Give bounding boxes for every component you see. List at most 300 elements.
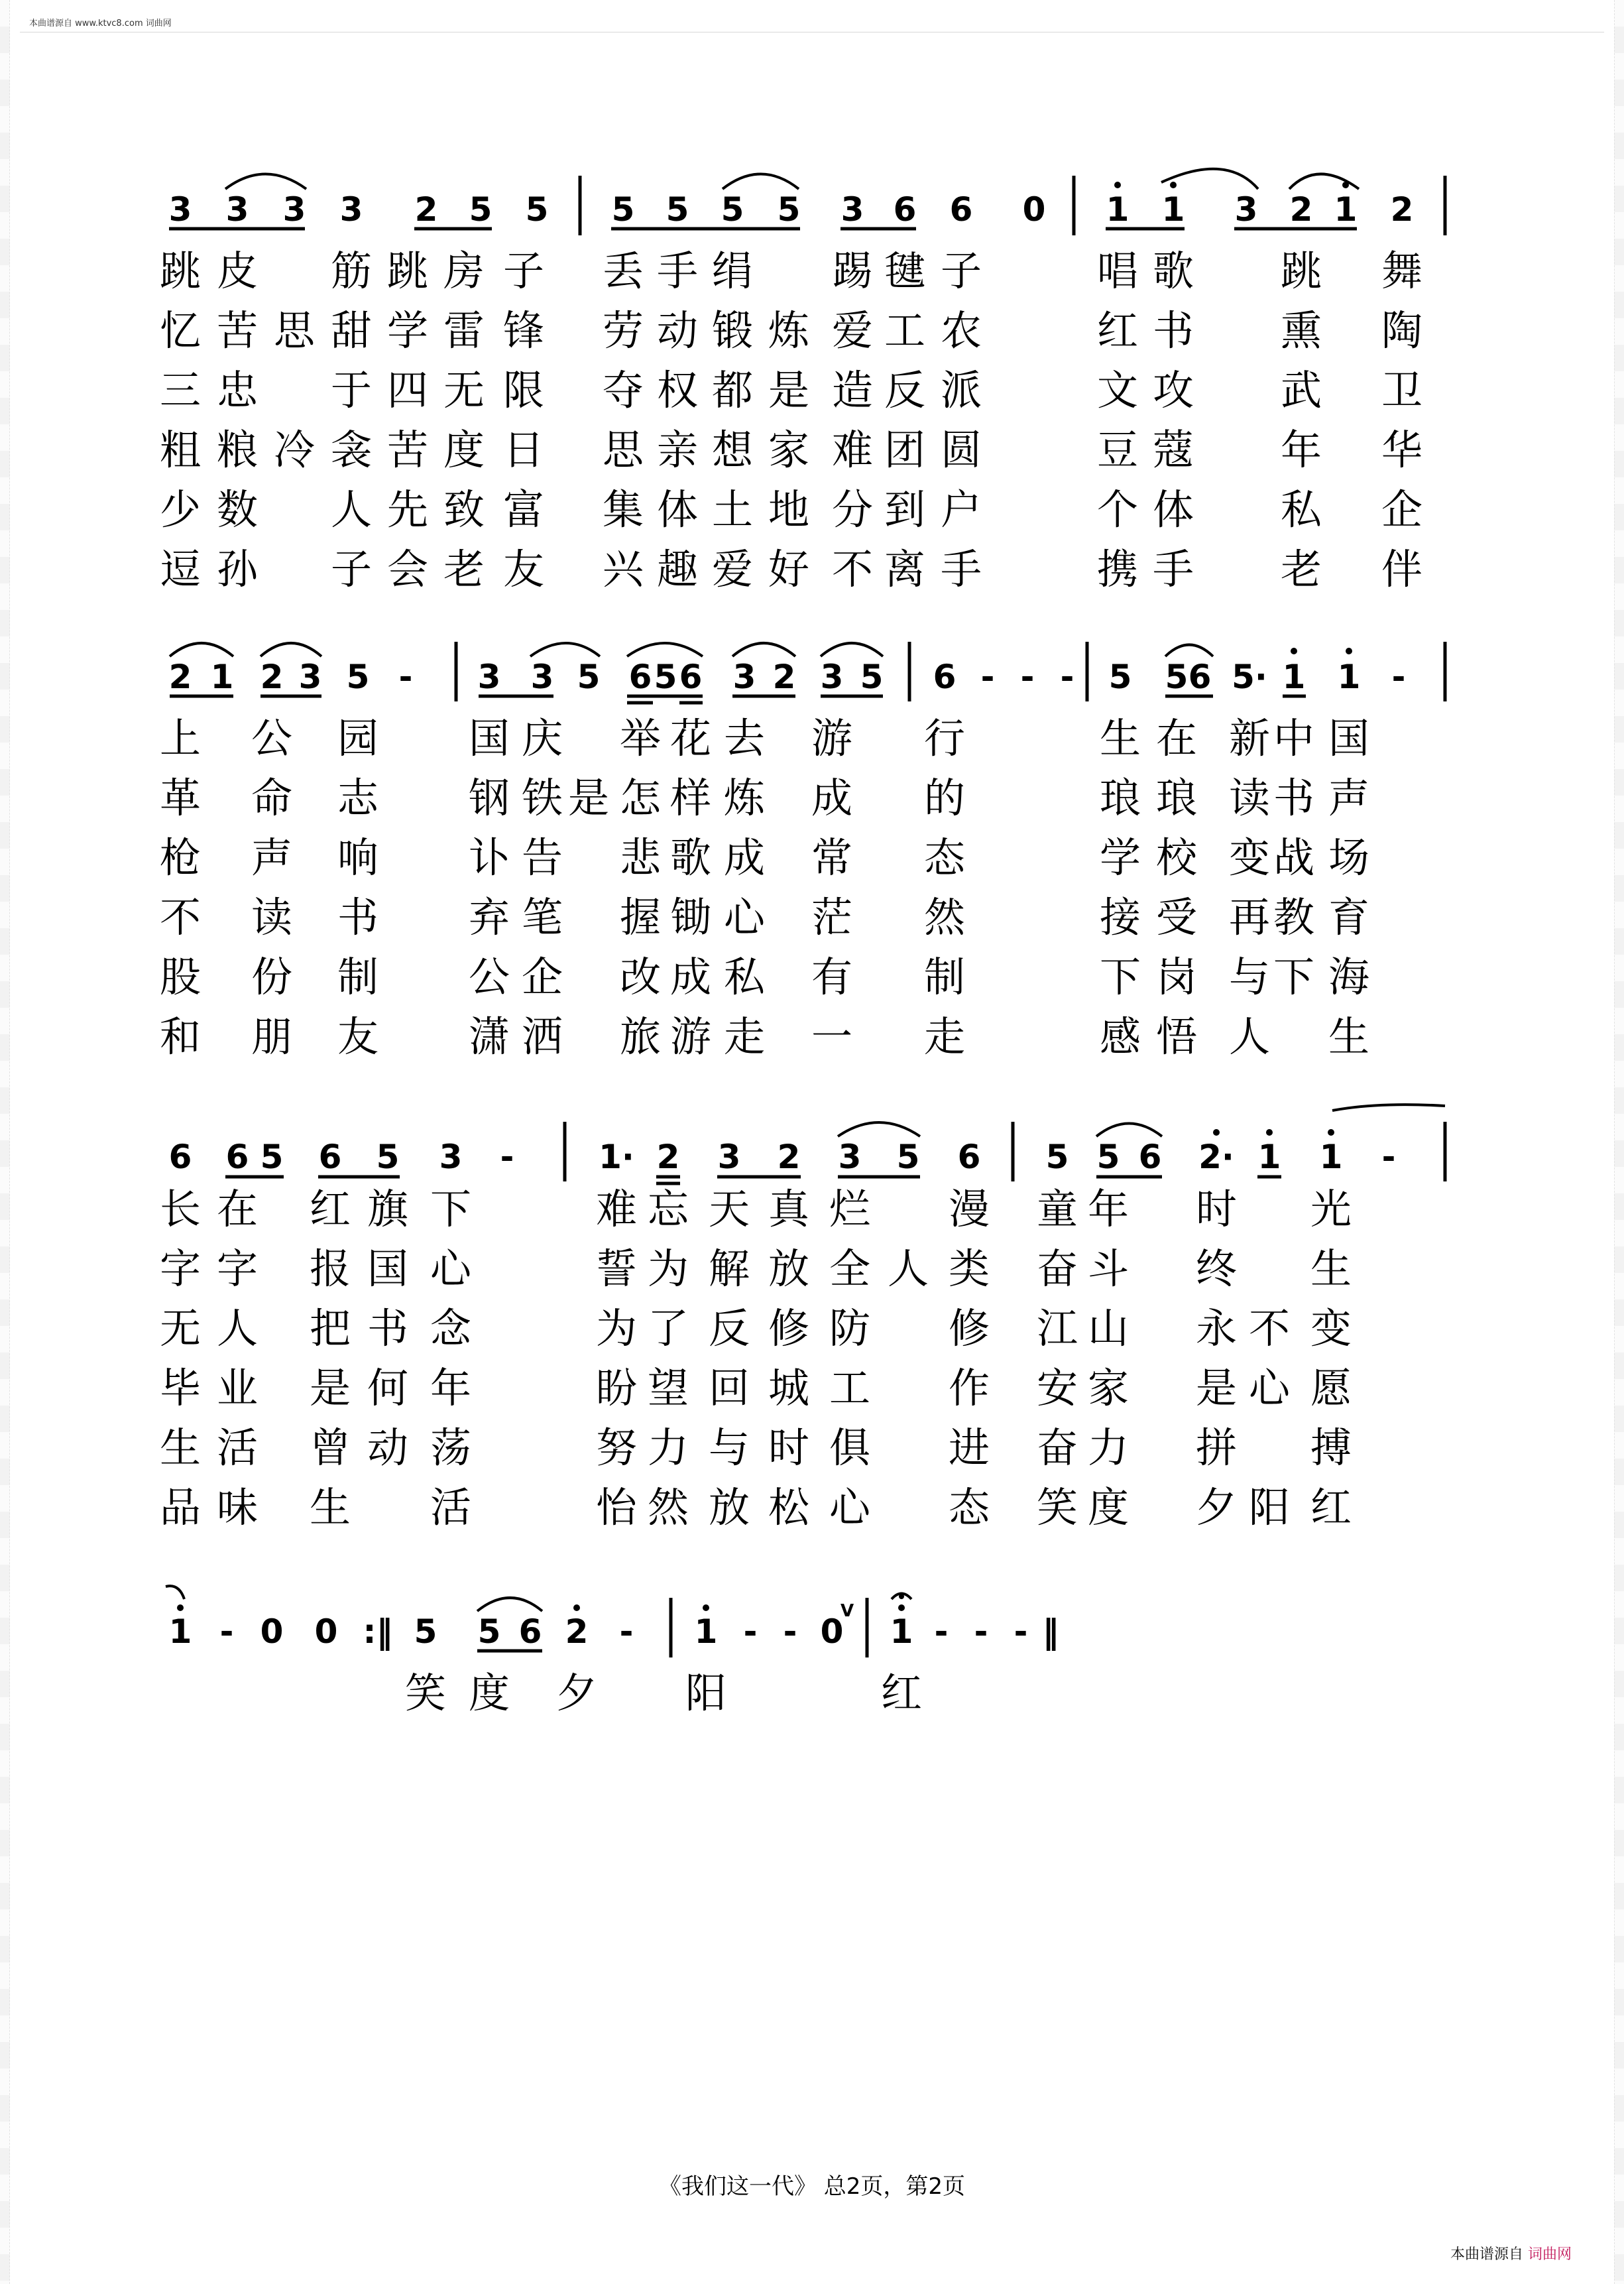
note: 6	[168, 1138, 192, 1176]
lyric-char: 报	[309, 1244, 351, 1293]
lyric-char: 圆	[940, 426, 982, 474]
lyric-char: 思	[602, 426, 644, 474]
lyric-char: 炼	[768, 306, 810, 355]
note: -	[1391, 658, 1406, 696]
slur	[530, 643, 600, 656]
lyric-line	[160, 247, 1422, 295]
lyric-char: 荡	[430, 1423, 472, 1472]
octave-dot	[1170, 182, 1177, 188]
lyric-char: 志	[337, 774, 379, 822]
lyric-char: 学	[386, 306, 429, 355]
lyric-char: 红	[309, 1185, 351, 1233]
note: -	[743, 1612, 758, 1651]
lyric-char: 造	[831, 366, 874, 414]
lyric-char: 与	[1228, 953, 1271, 1001]
system-3-notation	[169, 1105, 1445, 1183]
system-2-notation	[169, 642, 1445, 703]
note: 3	[838, 1138, 862, 1176]
slur	[1096, 1124, 1162, 1137]
lyric-char: 红	[880, 1669, 923, 1717]
note: 1	[1319, 1138, 1343, 1176]
lyric-char: 然	[923, 893, 966, 941]
note: 1·	[599, 1138, 634, 1176]
lyric-char: 集	[602, 485, 644, 534]
lyric-char: 是	[567, 774, 610, 822]
note: 3	[168, 190, 192, 229]
note: 5	[1045, 1138, 1069, 1176]
note: 1	[694, 1612, 718, 1651]
lyric-char: 庆	[521, 714, 563, 762]
lyric-char: 下	[1273, 953, 1315, 1001]
note: 1	[1161, 190, 1185, 229]
lyric-char: 永	[1195, 1304, 1238, 1352]
lyric-char: 斗	[1087, 1244, 1130, 1293]
lyric-char: 曾	[309, 1423, 351, 1472]
octave-dot	[898, 1604, 905, 1611]
lyric-char: 友	[337, 1012, 379, 1061]
system-1-lyrics	[160, 247, 1422, 593]
lyric-char: 为	[647, 1244, 689, 1293]
lyric-char: 反	[708, 1304, 750, 1352]
note: 3	[339, 190, 363, 229]
footer-source-brand: 词曲网	[1528, 2246, 1572, 2263]
lyric-char: 红	[1096, 306, 1139, 355]
lyric-line	[160, 774, 1369, 822]
lyric-char: 受	[1155, 893, 1198, 941]
lyric-char: 声	[251, 833, 293, 882]
slur	[1165, 645, 1213, 657]
lyric-char: 派	[940, 366, 982, 414]
lyric-line	[160, 953, 1369, 1001]
system-1-notation	[169, 169, 1445, 235]
lyric-char: 锋	[502, 306, 545, 355]
lyric-char: 攻	[1152, 366, 1194, 414]
note: 2	[1289, 190, 1313, 229]
lyric-char: 字	[159, 1244, 202, 1293]
note: 5	[1108, 658, 1132, 696]
lyric-char: 成	[723, 833, 766, 882]
lyric-char: 生	[309, 1483, 351, 1532]
lyric-char: 和	[159, 1012, 202, 1061]
lyric-char: 读	[1228, 774, 1271, 822]
note: 0	[820, 1612, 844, 1651]
lyric-char: 读	[251, 893, 293, 941]
lyric-char: 老	[1280, 545, 1322, 593]
lyric-char: 态	[948, 1483, 990, 1532]
lyric-char: 企	[521, 953, 563, 1001]
lyric-char: 江	[1036, 1304, 1078, 1352]
lyric-char: 动	[367, 1423, 409, 1472]
lyric-char: 携	[1096, 545, 1139, 593]
lyric-char: 了	[647, 1304, 689, 1352]
lyric-line	[160, 893, 1369, 941]
lyric-char: 甜	[330, 306, 373, 355]
note: 6	[628, 658, 652, 696]
slur	[821, 643, 883, 656]
lyric-char: 力	[647, 1423, 689, 1472]
lyric-char: 伴	[1381, 545, 1423, 593]
note: 2	[260, 658, 284, 696]
note: 1	[1334, 190, 1358, 229]
lyric-char: 国	[1328, 714, 1370, 762]
lyric-line	[160, 1423, 1352, 1472]
lyric-char: 不	[159, 893, 202, 941]
lyric-char: 人	[887, 1244, 929, 1293]
lyric-char: 书	[1152, 306, 1194, 355]
page-info: 《我们这一代》 总2页，第2页	[658, 2173, 966, 2200]
lyric-char: 革	[159, 774, 202, 822]
lyric-char: 样	[669, 774, 712, 822]
lyric-char: 房	[443, 247, 485, 295]
lyric-char: 丢	[602, 247, 644, 295]
lyric-char: 炼	[723, 774, 766, 822]
note: 6	[679, 658, 703, 696]
lyric-char: 岗	[1155, 953, 1198, 1001]
lyric-char: 子	[330, 545, 373, 593]
lyric-char: 家	[768, 426, 810, 474]
note: -	[619, 1612, 634, 1651]
lyric-line	[160, 1012, 1369, 1061]
lyric-char: 逗	[159, 545, 202, 593]
lyric-char: 讣	[468, 833, 510, 882]
lyric-char: 俱	[829, 1423, 871, 1472]
lyric-char: 长	[159, 1185, 202, 1233]
system-3-lyrics	[160, 1185, 1352, 1532]
lyric-line	[160, 1483, 1352, 1532]
lyric-char: 粮	[216, 426, 259, 474]
note: -	[219, 1612, 234, 1651]
lyric-char: 时	[1195, 1185, 1238, 1233]
note: 5	[666, 190, 689, 229]
lyric-char: 度	[443, 426, 485, 474]
lyric-char: 朋	[251, 1012, 293, 1061]
lyric-char: 不	[831, 545, 874, 593]
lyric-char: 夕	[1195, 1483, 1238, 1532]
lyric-char: 绢	[711, 247, 754, 295]
lyric-char: 人	[216, 1304, 259, 1352]
lyric-char: 回	[708, 1364, 750, 1412]
lyric-char: 爱	[711, 545, 754, 593]
note: 3	[439, 1138, 463, 1176]
lyric-char: 粗	[159, 426, 202, 474]
note: 6	[949, 190, 973, 229]
note: 6	[1188, 658, 1212, 696]
lyric-char: 一	[811, 1012, 853, 1061]
lyric-char: 举	[619, 714, 662, 762]
note: 0	[314, 1612, 338, 1651]
lyric-char: 团	[884, 426, 926, 474]
footer-source	[1450, 2243, 1572, 2263]
lyric-char: 真	[768, 1185, 810, 1233]
note: 5	[777, 190, 801, 229]
lyric-char: 度	[1087, 1483, 1130, 1532]
lyric-line	[160, 545, 1422, 593]
lyric-char: 份	[251, 953, 293, 1001]
lyric-char: 年	[1087, 1185, 1130, 1233]
lyric-char: 蔻	[1152, 426, 1194, 474]
lyric-char: 文	[1096, 366, 1139, 414]
note: 5	[376, 1138, 400, 1176]
lyric-char: 的	[923, 774, 966, 822]
lyric-char: 场	[1328, 833, 1370, 882]
lyric-char: 在	[216, 1185, 259, 1233]
octave-dot	[177, 1604, 184, 1611]
note: 5	[346, 658, 370, 696]
note: -	[980, 658, 995, 696]
lyric-char: 体	[1152, 485, 1194, 534]
note: 6	[318, 1138, 342, 1176]
note: 5·	[1232, 658, 1267, 696]
lyric-char: 阳	[685, 1669, 727, 1717]
lyric-char: 会	[386, 545, 429, 593]
lyric-char: 拼	[1195, 1423, 1238, 1472]
lyric-char: 告	[521, 833, 563, 882]
lyric-char: 洒	[521, 1012, 563, 1061]
lyric-char: 笔	[521, 893, 563, 941]
lyric-char: 华	[1381, 426, 1423, 474]
system-4-notation	[166, 1586, 1059, 1657]
lyric-char: 中	[1273, 714, 1315, 762]
final-barline: ‖	[1042, 1612, 1059, 1651]
lyric-char: 是	[1195, 1364, 1238, 1412]
lyric-line	[160, 485, 1422, 534]
lyric-char: 生	[1099, 714, 1141, 762]
lyric-char: 衾	[330, 426, 373, 474]
lyric-char: 是	[309, 1364, 351, 1412]
note: 5	[1096, 1138, 1120, 1176]
lyric-char: 然	[647, 1483, 689, 1532]
lyric-char: 人	[1228, 1012, 1271, 1061]
lyric-char: 茫	[811, 893, 853, 941]
lyric-char: 于	[330, 366, 373, 414]
lyric-char: 度	[468, 1669, 510, 1717]
note: 5	[1165, 658, 1189, 696]
note: 3	[820, 658, 844, 696]
note: 6	[518, 1612, 542, 1651]
lyric-char: 怡	[595, 1483, 638, 1532]
octave-dot	[573, 1604, 580, 1611]
lyric-char: 农	[940, 306, 982, 355]
lyric-char: 动	[656, 306, 699, 355]
lyric-char: 先	[386, 485, 429, 534]
lyric-char: 手	[1152, 545, 1194, 593]
lyric-char: 琅	[1099, 774, 1141, 822]
lyric-char: 学	[1099, 833, 1141, 882]
note: 1	[1282, 658, 1306, 696]
lyric-char: 解	[708, 1244, 750, 1293]
lyric-char: 跳	[1280, 247, 1322, 295]
lyric-char: 陶	[1381, 306, 1423, 355]
octave-dot	[1291, 648, 1297, 654]
lyric-char: 修	[768, 1304, 810, 1352]
lyric-char: 舞	[1381, 247, 1423, 295]
lyric-char: 忆	[159, 306, 202, 355]
lyric-line	[160, 1364, 1352, 1412]
lyric-line	[160, 366, 1422, 414]
note: 3	[732, 658, 756, 696]
lyric-char: 家	[1087, 1364, 1130, 1412]
lyric-char: 夕	[555, 1669, 598, 1717]
slur	[732, 643, 795, 656]
lyric-char: 难	[831, 426, 874, 474]
lyric-char: 行	[923, 714, 966, 762]
lyric-char: 致	[443, 485, 485, 534]
note: 1	[890, 1612, 913, 1651]
lyric-char: 个	[1096, 485, 1139, 534]
lyric-char: 搏	[1310, 1423, 1352, 1472]
note: 2	[565, 1612, 589, 1651]
lyric-char: 愿	[1310, 1364, 1352, 1412]
note: 2	[772, 658, 796, 696]
lyric-char: 趣	[656, 545, 699, 593]
lyric-char: 放	[768, 1244, 810, 1293]
lyric-char: 毕	[159, 1364, 202, 1412]
lyric-char: 握	[619, 893, 662, 941]
lyric-char: 钢	[468, 774, 510, 822]
note: -	[1020, 658, 1035, 696]
lyric-char: 心	[829, 1483, 871, 1532]
lyric-char: 松	[768, 1483, 810, 1532]
fermata-dot	[899, 1594, 904, 1599]
lyric-char: 类	[948, 1244, 990, 1293]
note: 2	[168, 658, 192, 696]
lyric-line	[160, 1185, 1352, 1233]
lyric-char: 分	[831, 485, 874, 534]
lyric-char: 工	[884, 306, 926, 355]
note: 3	[717, 1138, 741, 1176]
lyric-char: 手	[656, 247, 699, 295]
lyric-char: 制	[337, 953, 379, 1001]
lyric-char: 在	[1155, 714, 1198, 762]
note: 6	[225, 1138, 249, 1176]
lyric-char: 到	[884, 485, 926, 534]
lyric-char: 公	[468, 953, 510, 1001]
lyric-char: 年	[430, 1364, 472, 1412]
lyric-char: 与	[708, 1423, 750, 1472]
note: 1	[1337, 658, 1361, 696]
lyric-char: 心	[1248, 1364, 1291, 1412]
note: 6	[893, 190, 917, 229]
lyric-char: 生	[1328, 1012, 1370, 1061]
note: 1	[210, 658, 234, 696]
note: -	[398, 658, 413, 696]
lyric-char: 何	[367, 1364, 409, 1412]
lyric-char: 战	[1273, 833, 1315, 882]
lyric-char: 再	[1228, 893, 1271, 941]
lyric-char: 国	[468, 714, 510, 762]
slur	[477, 1598, 542, 1611]
lyric-char: 雷	[443, 306, 485, 355]
lyric-char: 奋	[1036, 1423, 1078, 1472]
lyric-char: 游	[811, 714, 853, 762]
lyric-char: 苦	[386, 426, 429, 474]
lyric-char: 誓	[595, 1244, 638, 1293]
lyric-char: 教	[1273, 893, 1315, 941]
lyric-char: 光	[1310, 1185, 1352, 1233]
lyric-char: 游	[669, 1012, 712, 1061]
lyric-line	[160, 1244, 1352, 1293]
lyric-char: 阳	[1248, 1483, 1291, 1532]
note: 5	[896, 1138, 920, 1176]
octave-dot	[1346, 648, 1352, 654]
lyric-char: 烂	[829, 1185, 871, 1233]
lyric-char: 红	[1310, 1483, 1352, 1532]
note: 2	[777, 1138, 801, 1176]
system-4-lyrics	[405, 1669, 922, 1717]
lyric-char: 放	[708, 1483, 750, 1532]
note: 2	[1390, 190, 1414, 229]
note: 5	[414, 1612, 437, 1651]
lyric-char: 锻	[711, 306, 754, 355]
lyric-char: 锄	[669, 893, 712, 941]
lyric-char: 育	[1328, 893, 1370, 941]
lyric-char: 作	[948, 1364, 990, 1412]
lyric-char: 皮	[216, 247, 259, 295]
lyric-char: 奋	[1036, 1244, 1078, 1293]
lyric-char: 反	[884, 366, 926, 414]
lyric-char: 思	[273, 306, 316, 355]
header-source-note: 本曲谱源自 www.ktvc8.com 词曲网	[29, 19, 172, 29]
lyric-char: 企	[1381, 485, 1423, 534]
note: 5	[477, 1612, 501, 1651]
note: 3	[282, 190, 306, 229]
lyric-char: 熏	[1280, 306, 1322, 355]
lyric-char: 望	[647, 1364, 689, 1412]
lyric-char: 活	[216, 1423, 259, 1472]
lyric-char: 卫	[1381, 366, 1423, 414]
lyric-char: 时	[768, 1423, 810, 1472]
lyric-char: 花	[669, 714, 712, 762]
lyric-char: 悲	[619, 833, 662, 882]
note: 3	[298, 658, 322, 696]
octave-dot	[1114, 182, 1121, 188]
octave-dot	[1328, 1129, 1334, 1136]
note: -	[1060, 658, 1074, 696]
lyric-char: 味	[216, 1483, 259, 1532]
note: -	[974, 1612, 988, 1651]
lyric-char: 私	[723, 953, 766, 1001]
lyric-char: 三	[159, 366, 202, 414]
lyric-char: 是	[768, 366, 810, 414]
lyric-char: 书	[337, 893, 379, 941]
note: 3	[477, 658, 501, 696]
lyric-char: 生	[159, 1423, 202, 1472]
lyric-char: 年	[1280, 426, 1322, 474]
slur	[838, 1122, 920, 1136]
lyric-char: 终	[1195, 1244, 1238, 1293]
lyric-char: 老	[443, 545, 485, 593]
note: 1	[1257, 1138, 1281, 1176]
slur	[723, 174, 799, 190]
lyric-char: 地	[768, 485, 810, 534]
note: 2	[414, 190, 438, 229]
lyric-char: 童	[1036, 1185, 1078, 1233]
lyric-char: 修	[948, 1304, 990, 1352]
lyric-char: 漫	[948, 1185, 990, 1233]
lyric-char: 新	[1228, 714, 1271, 762]
lyric-char: 少	[159, 485, 202, 534]
lyric-char: 苦	[216, 306, 259, 355]
lyric-char: 公	[251, 714, 293, 762]
lyric-char: 兴	[602, 545, 644, 593]
tie-line	[166, 1586, 184, 1599]
lyric-char: 体	[656, 485, 699, 534]
lyric-char: 好	[768, 545, 810, 593]
note: 3	[1234, 190, 1258, 229]
lyric-char: 忘	[647, 1185, 689, 1233]
note: 5	[654, 658, 677, 696]
lyric-char: 下	[430, 1185, 472, 1233]
